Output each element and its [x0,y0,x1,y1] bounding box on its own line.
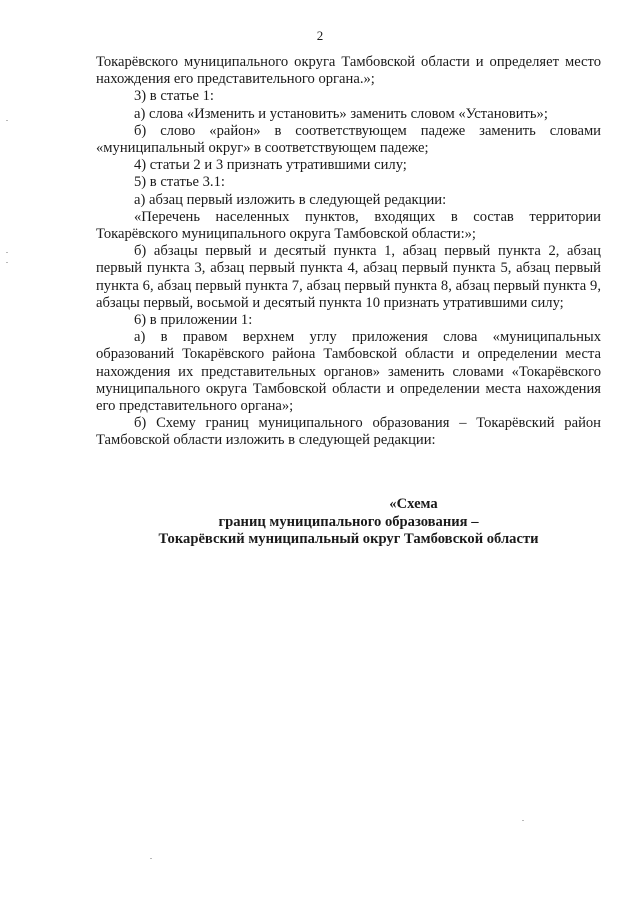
paragraph: б) слово «район» в соответствующем падеже заменить словами «муниципальный округ» в соответствующем падеже; [96,122,601,157]
paragraph: Токарёвского муниципального округа Тамбовской области и определяет место нахождения его представительного органа.»; [96,54,601,88]
scan-speck [150,858,152,859]
scan-speck [6,120,8,121]
heading-line: «Схема [389,496,438,512]
paragraph: 6) в приложении 1: [134,312,253,329]
paragraph: 4) статьи 2 и 3 признать утратившими силу; [134,157,407,174]
paragraph: 5) в статье 3.1: [134,174,225,191]
paragraph: б) абзацы первый и десятый пункта 1, абзац первый пункта 2, абзац первый пункта 3, абзац первый пункта 4, абзац первый пункта 5, абзац первый пункта 6, абзац первый пункта 7, абзац первый пункта 8, абзац первый пункта 9, абзацы первый, восьмой и десятый пункта 10 признать утратившими силу; [96,243,601,311]
paragraph: «Перечень населенных пунктов, входящих в состав территории Токарёвского муниципального округа Тамбовской области:»; [96,208,601,243]
heading-line: Токарёвский муниципальный округ Тамбовской области [158,531,539,548]
paragraph: а) слова «Изменить и установить» заменить словом «Установить»; [134,105,548,122]
paragraph: 3) в статье 1: [134,88,214,105]
paragraph: а) абзац первый изложить в следующей редакции: [134,191,447,208]
scheme-heading [96,496,601,549]
paragraph: а) в правом верхнем углу приложения слова «муниципальных образований Токарёвского района Тамбовской области и определении места нахождения их представительных органов» заменить словами «Токарёвского муниципального округа Тамбовской области и определении места нахождения его представительного органа»; [96,329,601,415]
document-body [96,54,601,450]
scan-speck [522,820,524,821]
page-number: 2 [316,28,324,43]
scan-speck [6,252,8,253]
heading-line: границ муниципального образования – [218,513,479,530]
scan-speck [6,262,8,263]
paragraph: б) Схему границ муниципального образования – Токарёвский район Тамбовской области изложить в следующей редакции: [96,415,601,449]
